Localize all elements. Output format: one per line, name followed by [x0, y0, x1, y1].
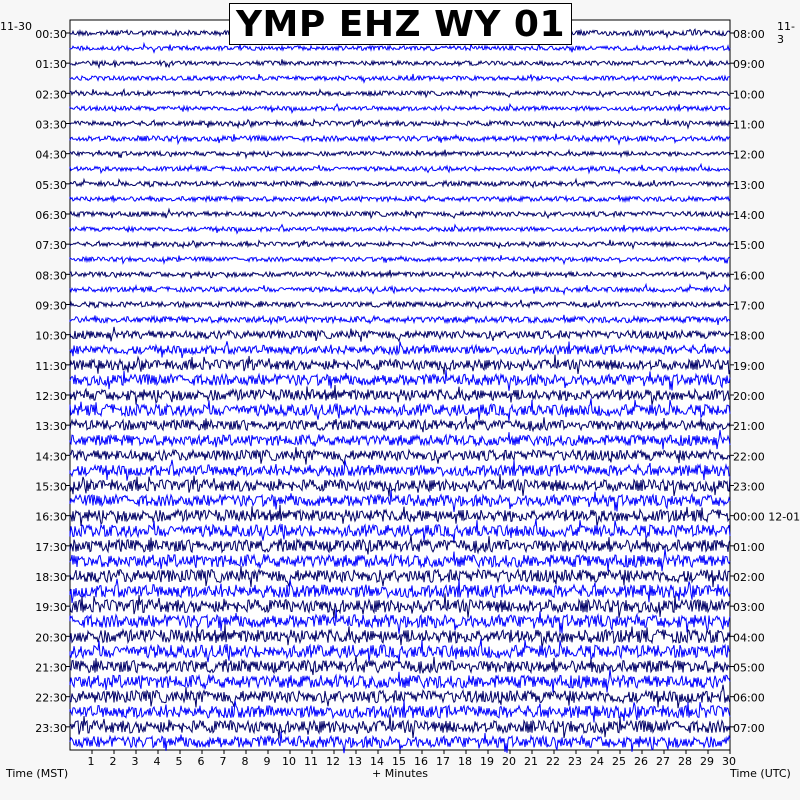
x-tick-label: 23	[568, 755, 582, 768]
right-time-label: 05:00	[733, 661, 765, 675]
chart-title: YMP EHZ WY 01	[235, 3, 566, 45]
right-time-label: 01:00	[733, 540, 765, 554]
left-time-label: 12:30	[35, 390, 67, 403]
x-tick-label: 17	[436, 755, 450, 768]
right-time-label: 03:00	[733, 601, 765, 615]
left-time-label: 21:30	[35, 661, 67, 675]
x-tick-label: 28	[678, 755, 692, 768]
x-tick-label: 15	[392, 755, 406, 768]
right-date-label: 11-3	[777, 20, 795, 46]
x-tick-label: 29	[700, 755, 714, 768]
x-tick-label: 5	[175, 755, 183, 768]
left-time-label: 11:30	[35, 359, 67, 373]
left-time-label: 20:30	[35, 631, 67, 645]
x-tick-label: 27	[656, 755, 670, 768]
x-tick-label: 18	[458, 755, 472, 768]
x-tick-label: 19	[480, 755, 494, 768]
right-time-label: 15:00	[733, 239, 765, 253]
right-time-label: 14:00	[733, 209, 765, 222]
x-tick-label: 11	[304, 755, 318, 768]
x-tick-label: 10	[282, 755, 296, 768]
left-time-label: 00:30	[35, 28, 67, 41]
x-tick-label: 1	[87, 755, 95, 768]
right-time-label: 08:00	[733, 28, 765, 41]
right-time-label: 09:00	[733, 58, 765, 72]
left-time-label: 15:30	[35, 480, 67, 494]
left-time-label: 01:30	[35, 58, 67, 72]
right-time-label: 12:00	[733, 148, 765, 162]
x-tick-label: 13	[348, 755, 362, 768]
x-tick-label: 12	[326, 755, 340, 768]
right-time-label: 04:00	[733, 631, 765, 645]
left-time-label: 08:30	[35, 269, 67, 283]
left-time-label: 06:30	[35, 209, 67, 222]
left-time-label: 10:30	[35, 329, 67, 343]
left-time-label: 14:30	[35, 450, 67, 464]
left-date-label: 11-30	[0, 20, 32, 33]
left-time-label: 13:30	[35, 420, 67, 434]
right-time-label: 18:00	[733, 329, 765, 343]
right-time-label: 06:00	[733, 691, 765, 705]
chart-title-box	[229, 3, 572, 45]
right-time-label: 16:00	[733, 269, 765, 283]
x-tick-label: 14	[370, 755, 384, 768]
left-time-label: 09:30	[35, 299, 67, 313]
left-time-label: 16:30	[35, 510, 67, 524]
right-time-label: 02:00	[733, 571, 765, 584]
right-time-label: 10:00	[733, 88, 765, 102]
x-tick-label: 21	[524, 755, 538, 768]
x-tick-label: 8	[241, 755, 249, 768]
x-tick-label: 30	[722, 755, 736, 768]
x-tick-label: 20	[502, 755, 516, 768]
right-time-label: 13:00	[733, 178, 765, 192]
left-time-label: 22:30	[35, 691, 67, 705]
left-time-label: 04:30	[35, 148, 67, 162]
x-tick-label: 7	[219, 755, 227, 768]
right-time-label: 23:00	[733, 480, 765, 494]
left-time-label: 03:30	[35, 118, 67, 132]
right-axis-label: Time (UTC)	[730, 767, 791, 780]
right-time-label: 07:00	[733, 721, 765, 735]
left-axis-label: Time (MST)	[6, 767, 69, 780]
right-time-label: 21:00	[733, 420, 765, 434]
left-time-label: 17:30	[35, 540, 67, 554]
left-time-label: 18:30	[35, 571, 67, 584]
right-time-label: 22:00	[733, 450, 765, 464]
left-time-label: 07:30	[35, 239, 67, 253]
right-time-label: 17:00	[733, 299, 765, 313]
x-tick-label: 4	[153, 755, 161, 768]
right-time-label: 20:00	[733, 390, 765, 403]
x-tick-label: 2	[109, 755, 117, 768]
x-tick-label: 24	[590, 755, 604, 768]
right-time-label: 00:00 12-01	[733, 510, 800, 524]
right-time-label: 19:00	[733, 359, 765, 373]
x-tick-label: 3	[131, 755, 139, 768]
x-tick-label: 16	[414, 755, 428, 768]
bottom-axis-label: + Minutes	[372, 767, 429, 780]
x-tick-label: 22	[546, 755, 560, 768]
left-time-label: 23:30	[35, 721, 67, 735]
x-tick-label: 26	[634, 755, 648, 768]
left-time-label: 05:30	[35, 178, 67, 192]
left-time-label: 02:30	[35, 88, 67, 102]
left-time-label: 19:30	[35, 601, 67, 615]
x-tick-label: 6	[197, 755, 205, 768]
x-tick-label: 9	[263, 755, 271, 768]
x-tick-label: 25	[612, 755, 626, 768]
right-time-label: 11:00	[733, 118, 765, 132]
